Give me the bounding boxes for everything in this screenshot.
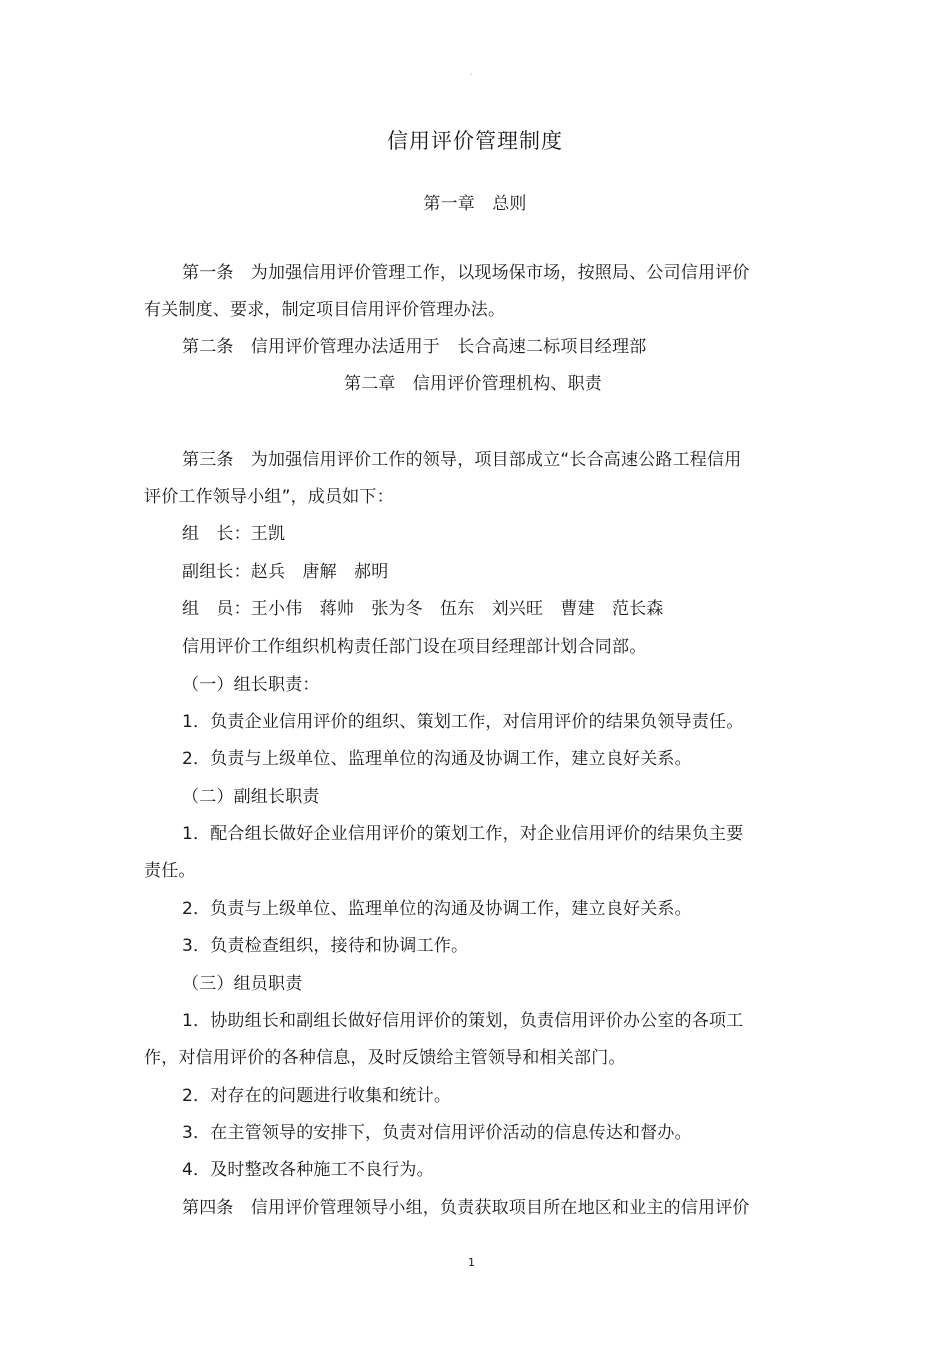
section-1-item-2: 2．负责与上级单位、监理单位的沟通及协调工作，建立良好关系。 bbox=[182, 749, 692, 769]
document-title: 信用评价管理制度 bbox=[387, 129, 563, 153]
article-3-line-1: 第三条 为加强信用评价工作的领导，项目部成立“长合高速公路工程信用 bbox=[182, 450, 742, 470]
article-4-line-1: 第四条 信用评价管理领导小组，负责获取项目所在地区和业主的信用评价 bbox=[182, 1198, 750, 1218]
chapter-1-heading: 第一章 总则 bbox=[423, 194, 527, 214]
page-number: 1 bbox=[468, 1256, 475, 1269]
article-3-line-2: 评价工作领导小组”，成员如下： bbox=[144, 487, 394, 507]
section-2-item-1-line-2: 责任。 bbox=[144, 861, 196, 881]
group-members: 组 员：王小伟 蒋帅 张为冬 伍东 刘兴旺 曹建 范长森 bbox=[182, 599, 664, 619]
section-2-heading: （二）副组长职责 bbox=[182, 787, 320, 807]
article-1-line-1: 第一条 为加强信用评价管理工作，以现场保市场，按照局、公司信用评价 bbox=[182, 263, 750, 283]
section-3-item-1-line-1: 1．协助组长和副组长做好信用评价的策划，负责信用评价办公室的各项工 bbox=[182, 1011, 744, 1031]
article-1-line-2: 有关制度、要求，制定项目信用评价管理办法。 bbox=[144, 300, 506, 320]
section-2-item-3: 3．负责检查组织，接待和协调工作。 bbox=[182, 936, 469, 956]
section-3-item-3: 3．在主管领导的安排下，负责对信用评价活动的信息传达和督办。 bbox=[182, 1123, 692, 1143]
article-2: 第二条 信用评价管理办法适用于 长合高速二标项目经理部 bbox=[182, 337, 647, 357]
section-2-item-2: 2．负责与上级单位、监理单位的沟通及协调工作，建立良好关系。 bbox=[182, 899, 692, 919]
responsible-dept: 信用评价工作组织机构责任部门设在项目经理部计划合同部。 bbox=[182, 637, 647, 657]
header-mark: · bbox=[470, 70, 473, 79]
group-leader: 组 长：王凯 bbox=[182, 524, 286, 544]
section-3-item-1-line-2: 作，对信用评价的各种信息，及时反馈给主管领导和相关部门。 bbox=[144, 1048, 626, 1068]
chapter-2-heading: 第二章 信用评价管理机构、职责 bbox=[344, 374, 602, 394]
section-3-item-4: 4．及时整改各种施工不良行为。 bbox=[182, 1160, 434, 1180]
group-deputy: 副组长：赵兵 唐解 郝明 bbox=[182, 562, 389, 582]
section-1-item-1: 1．负责企业信用评价的组织、策划工作，对信用评价的结果负领导责任。 bbox=[182, 712, 744, 732]
section-2-item-1-line-1: 1．配合组长做好企业信用评价的策划工作，对企业信用评价的结果负主要 bbox=[182, 824, 744, 844]
section-3-item-2: 2．对存在的问题进行收集和统计。 bbox=[182, 1086, 452, 1106]
section-1-heading: （一）组长职责： bbox=[182, 675, 320, 695]
section-3-heading: （三）组员职责 bbox=[182, 974, 303, 994]
